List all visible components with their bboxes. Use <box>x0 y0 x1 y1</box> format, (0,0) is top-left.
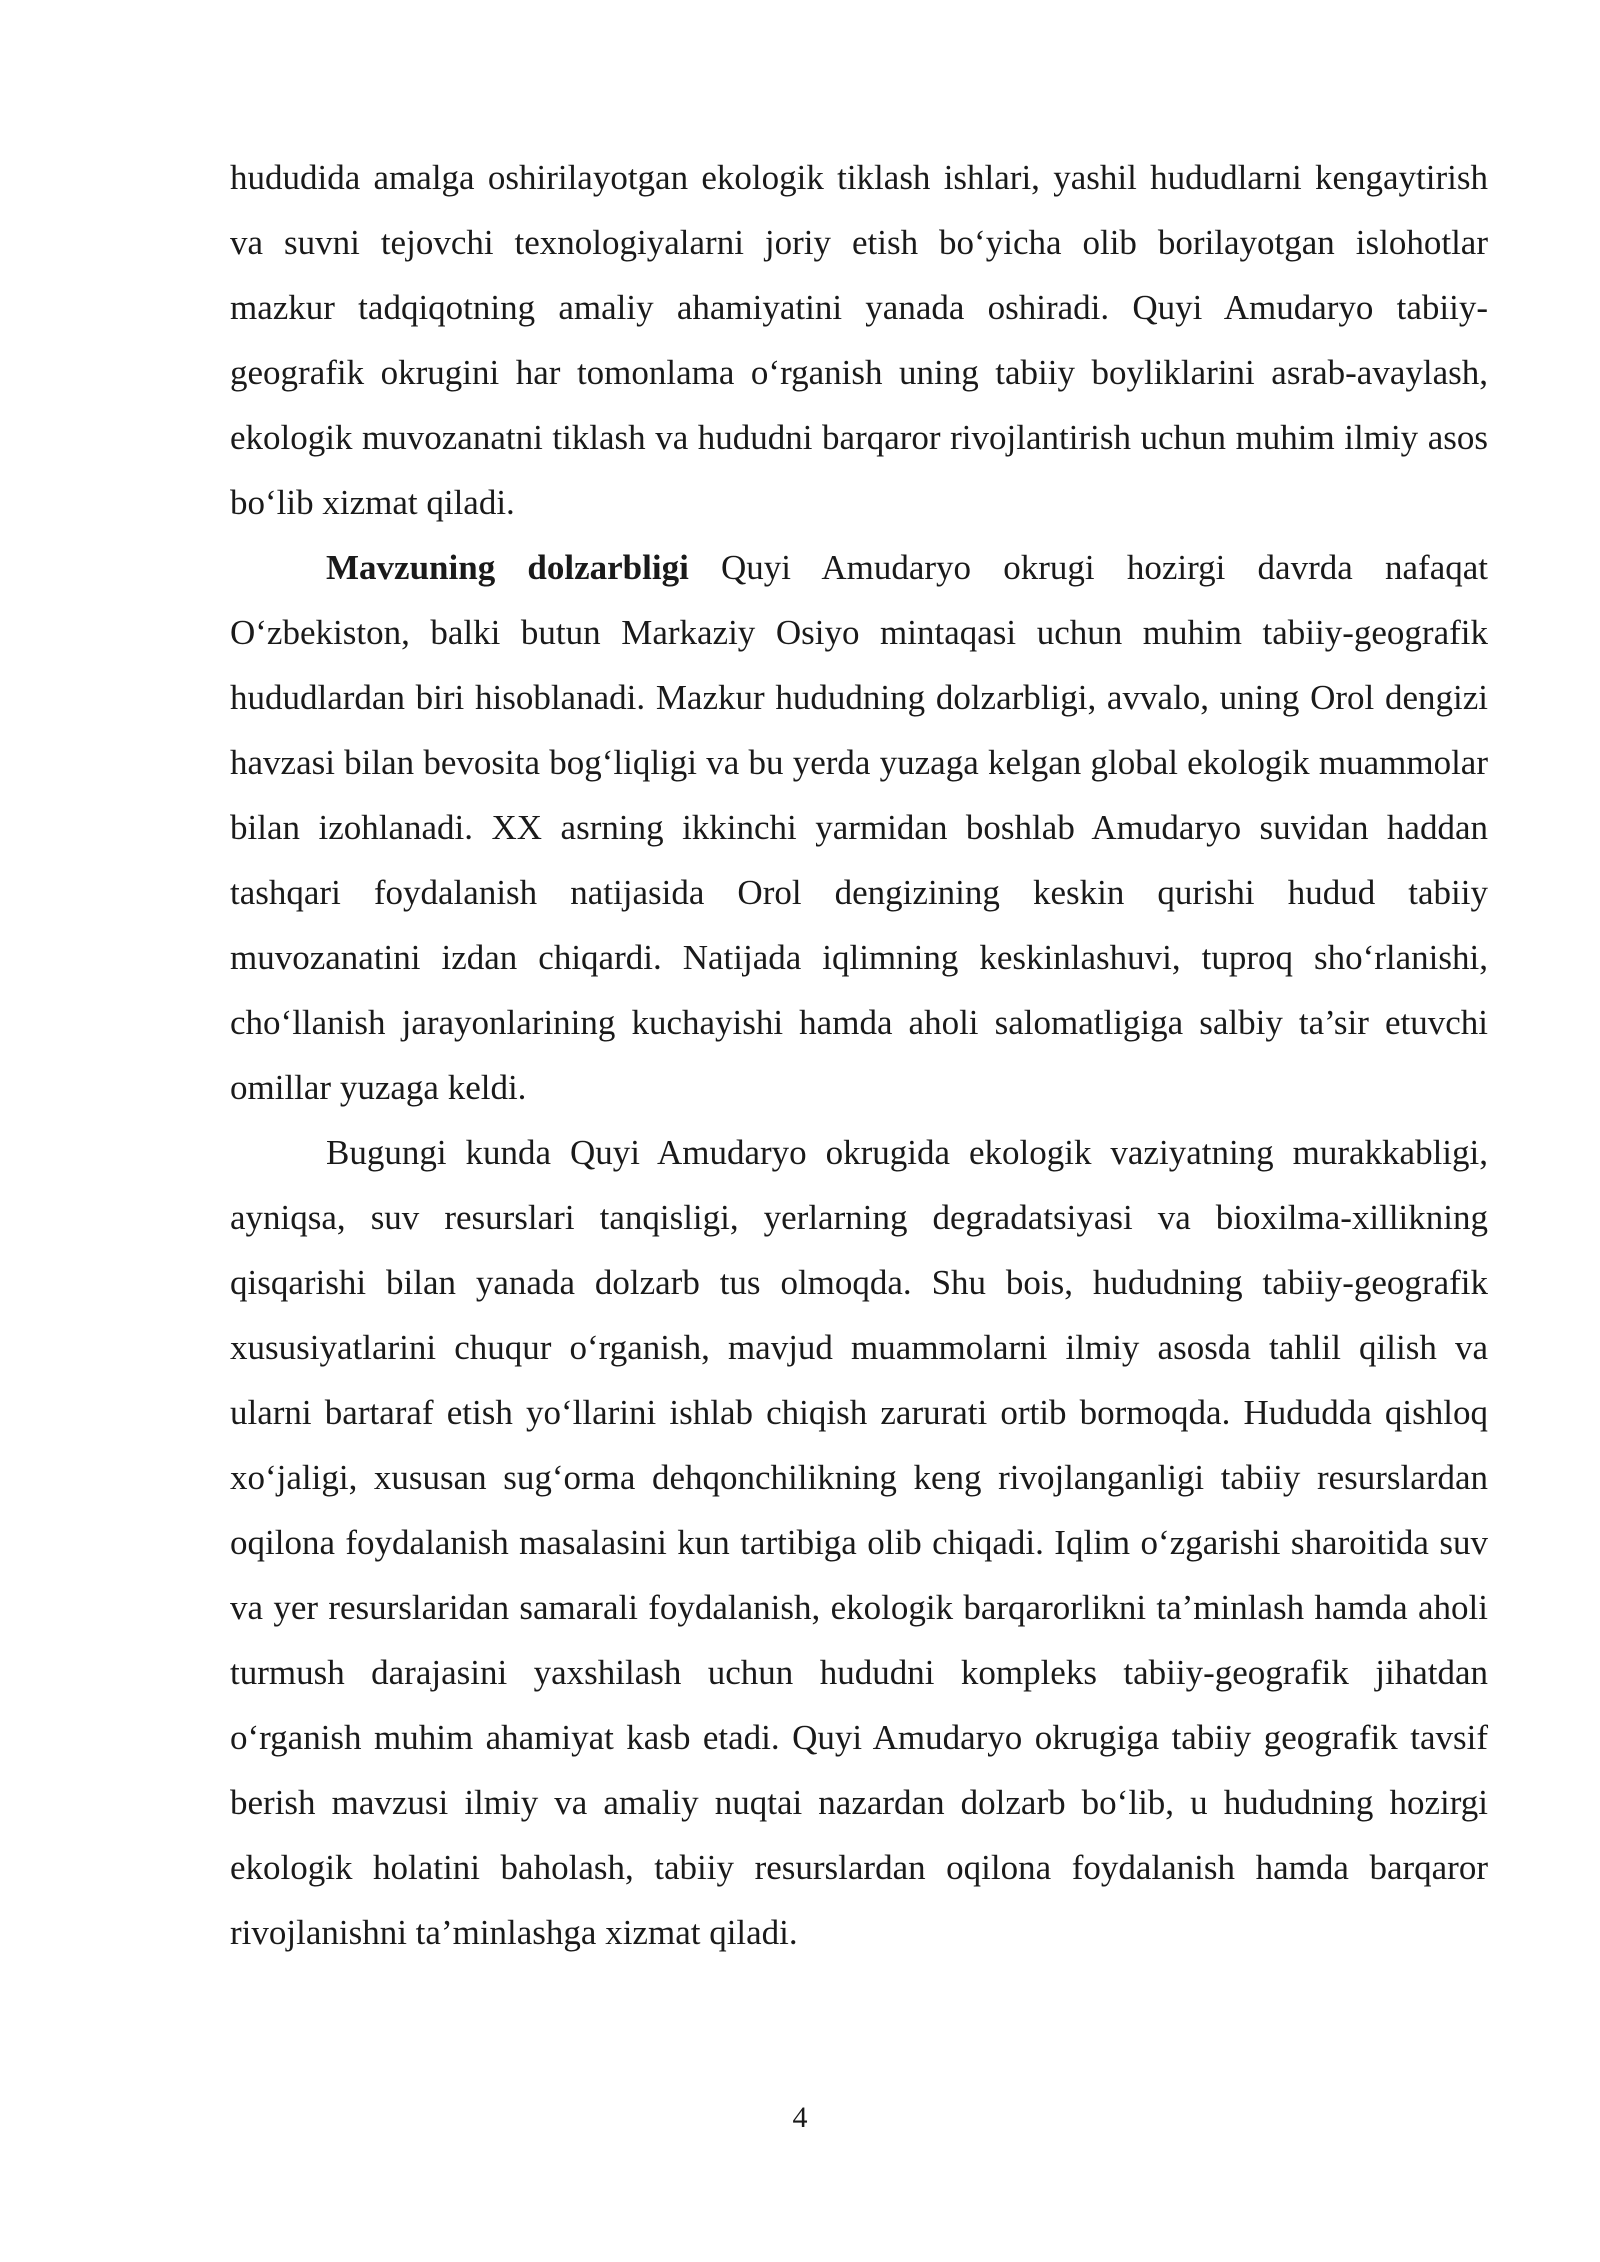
paragraph-text: Quyi Amudaryo okrugi hozirgi davrda nafaqat O‘zbekiston, balki butun Markaziy Osiyo mintaqasi uchun muhim tabiiy-geografik hududlardan biri hisoblanadi. Mazkur hududning dolzarbligi, avvalo, uning Orol dengizi havzasi bilan bevosita bog‘liqligi va bu yerda yuzaga kelgan global ekologik muammolar bilan izohlanadi. XX asrning ikkinchi yarmidan boshlab Amudaryo suvidan haddan tashqari foydalanish natijasida Orol dengizining keskin qurishi hudud tabiiy muvozanatini izdan chiqardi. Natijada iqlimning keskinlashuvi, tuproq sho‘rlanishi, cho‘llanish jarayonlarining kuchayishi hamda aholi salomatligiga salbiy ta’sir etuvchi omillar yuzaga keldi. <box>230 548 1488 1107</box>
paragraph-relevance <box>230 535 1488 1120</box>
paragraph-text: Bugungi kunda Quyi Amudaryo okrugida ekologik vaziyatning murakkabligi, ayniqsa, suv resurslari tanqisligi, yerlarning degradatsiyasi va bioxilma-xillikning qisqarishi bilan yanada dolzarb tus olmoqda. Shu bois, hududning tabiiy-geografik xususiyatlarini chuqur o‘rganish, mavjud muammolarni ilmiy asosda tahlil qilish va ularni bartaraf etish yo‘llarini ishlab chiqish zarurati ortib bormoqda. Hududda qishloq xo‘jaligi, xususan sug‘orma dehqonchilikning keng rivojlanganligi tabiiy resurslardan oqilona foydalanish masalasini kun tartibiga olib chiqadi. Iqlim o‘zgarishi sharoitida suv va yer resurslaridan samarali foydalanish, ekologik barqarorlikni ta’minlash hamda aholi turmush darajasini yaxshilash uchun hududni kompleks tabiiy-geografik jihatdan o‘rganish muhim ahamiyat kasb etadi. Quyi Amudaryo okrugiga tabiiy geografik tavsif berish mavzusi ilmiy va amaliy nuqtai nazardan dolzarb bo‘lib, u hududning hozirgi ekologik holatini baholash, tabiiy resurslardan oqilona foydalanish hamda barqaror rivojlanishni ta’minlashga xizmat qiladi. <box>230 1133 1488 1952</box>
page-number: 4 <box>792 2101 808 2134</box>
paragraph-continuation <box>230 145 1488 535</box>
body-text <box>230 145 1488 1965</box>
paragraph-text: hududida amalga oshirilayotgan ekologik tiklash ishlari, yashil hududlarni kengaytirish va suvni tejovchi texnologiyalarni joriy etish bo‘yicha olib borilayotgan islohotlar mazkur tadqiqotning amaliy ahamiyatini yanada oshiradi. Quyi Amudaryo tabiiy-geografik okrugini har tomonlama o‘rganish uning tabiiy boyliklarini asrab-avaylash, ekologik muvozanatni tiklash va hududni barqaror rivojlantirish uchun muhim ilmiy asos bo‘lib xizmat qiladi. <box>230 158 1488 522</box>
paragraph-current-situation <box>230 1120 1488 1965</box>
section-lead-heading: Mavzuning dolzarbligi <box>326 548 689 587</box>
